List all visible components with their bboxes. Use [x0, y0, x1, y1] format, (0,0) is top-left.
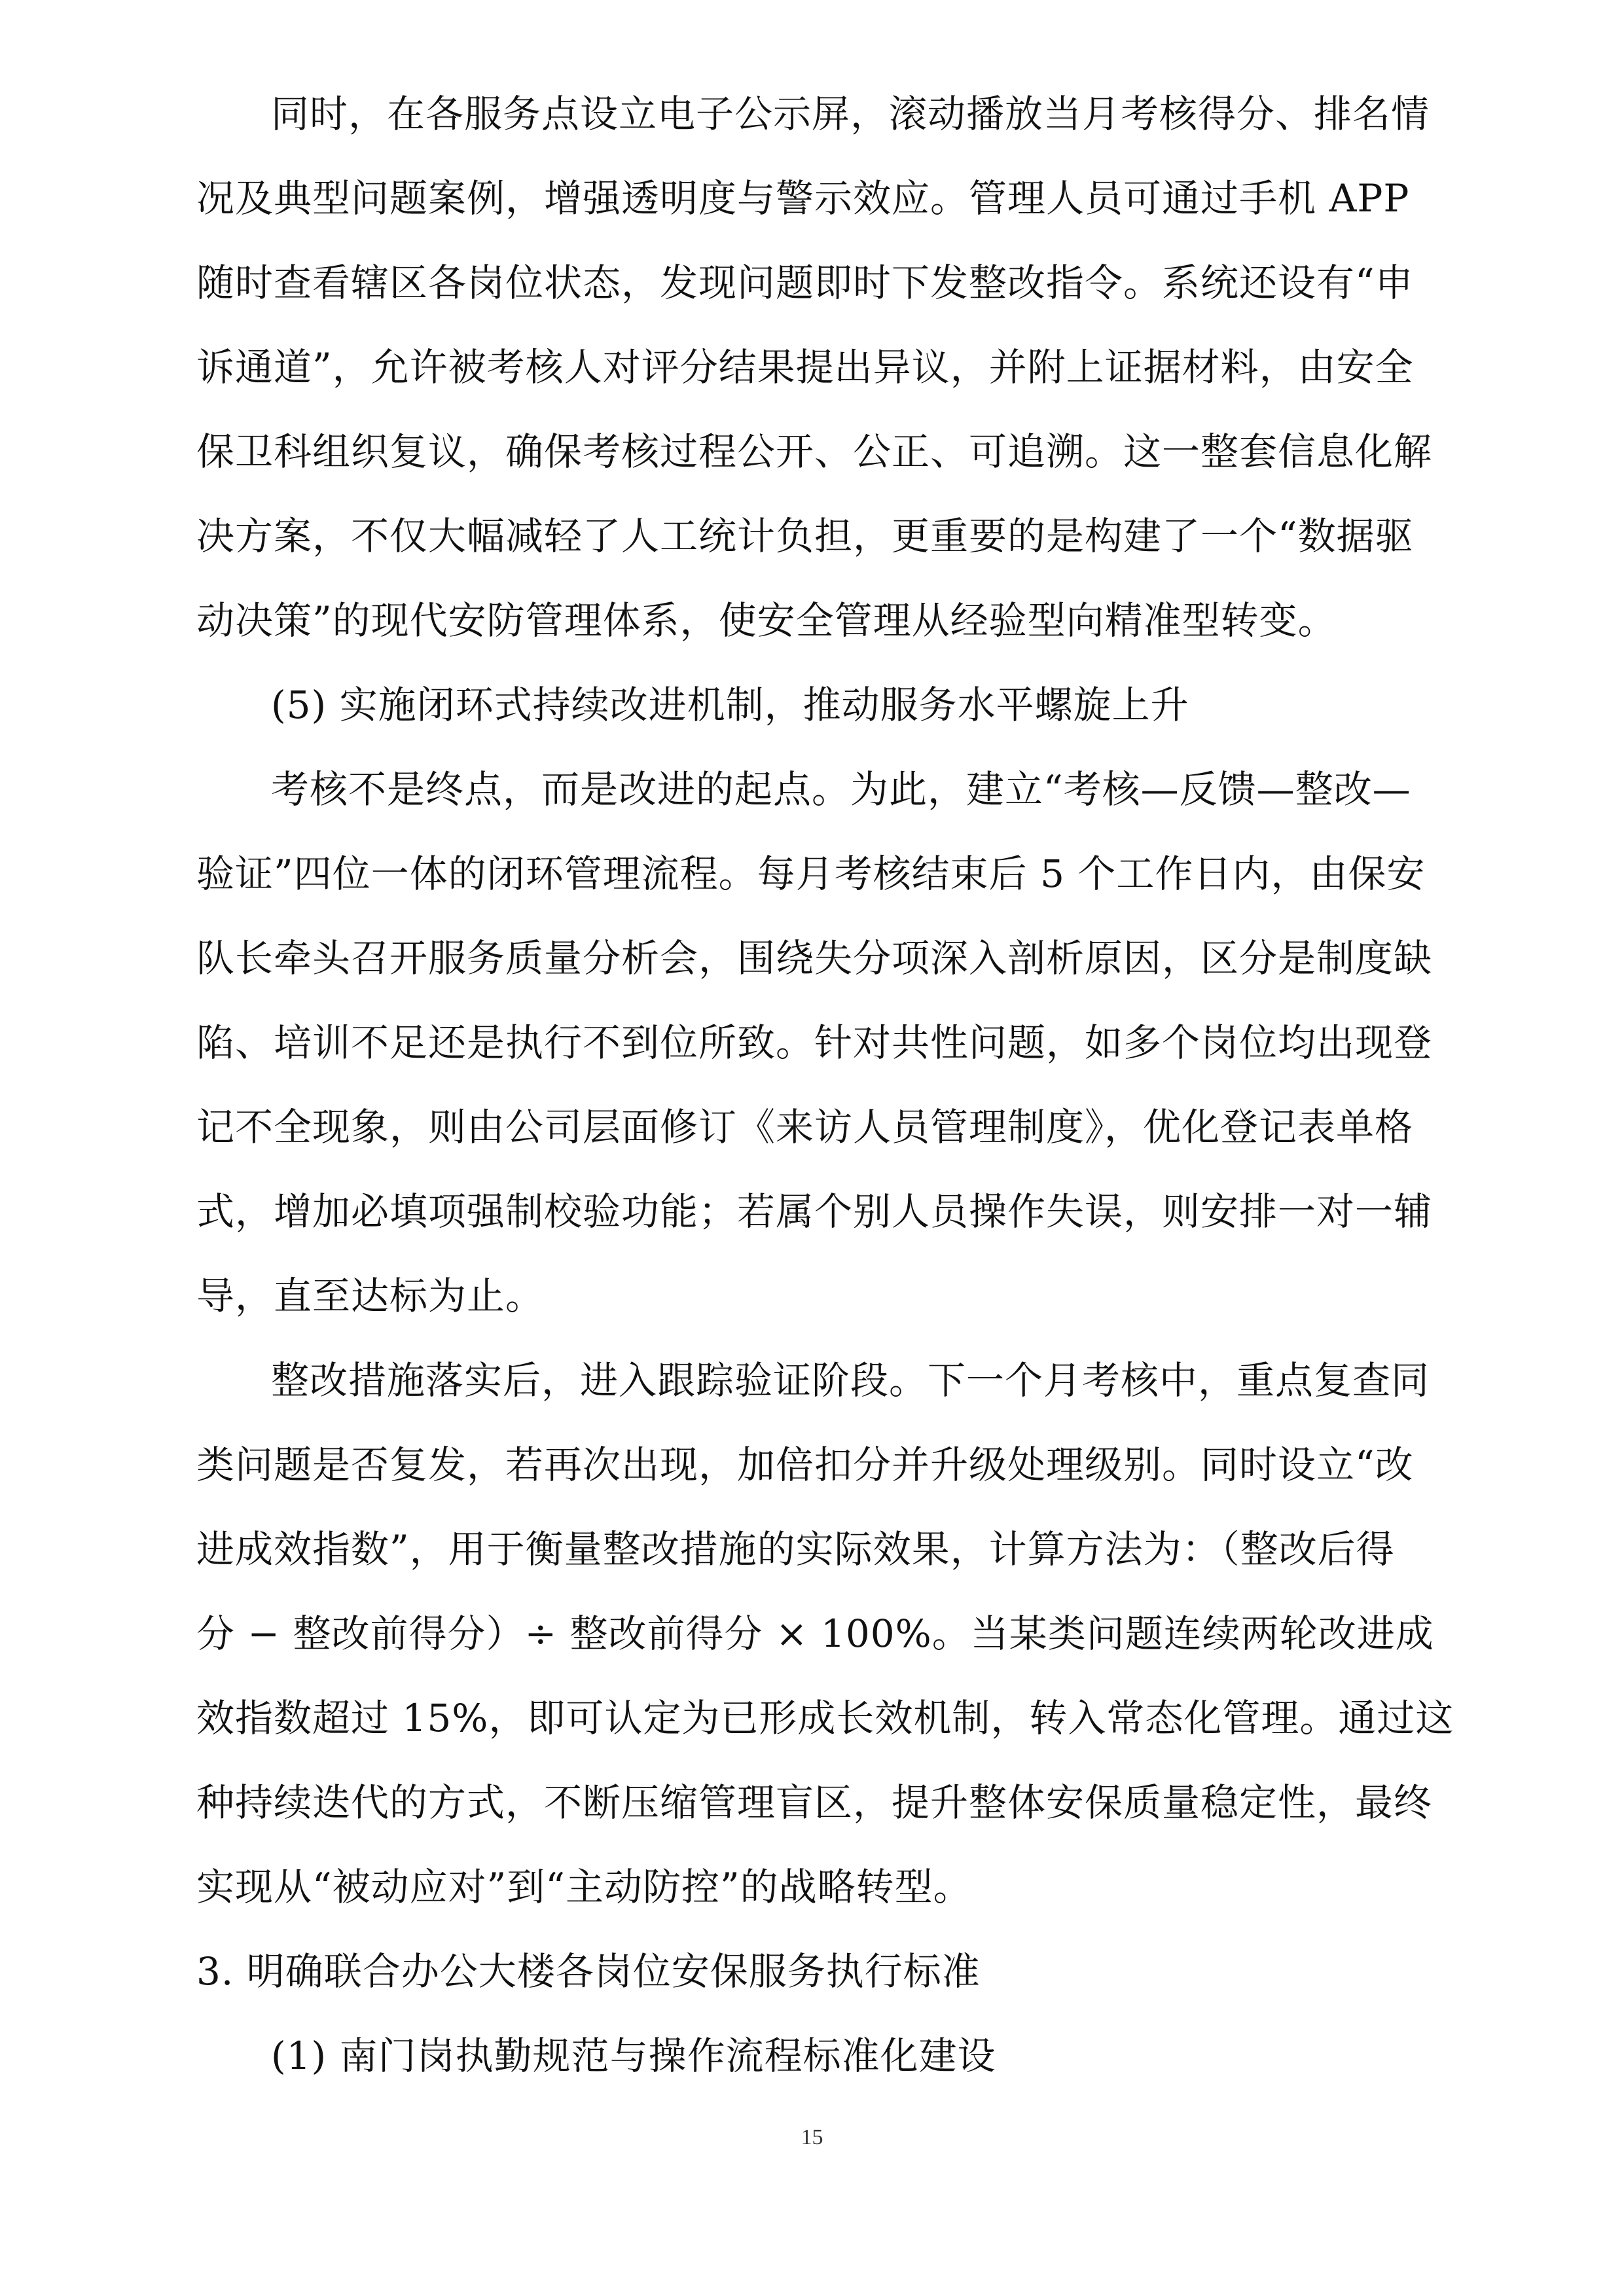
body-text-line: 进成效指数”，用于衡量整改措施的实际效果，计算方法为：（整改后得 — [196, 1527, 1395, 1571]
body-text-line: 类问题是否复发，若再次出现，加倍扣分并升级处理级别。同时设立“改 — [196, 1443, 1414, 1487]
body-text-line: 队长牵头召开服务质量分析会，围绕失分项深入剖析原因，区分是制度缺 — [196, 936, 1433, 980]
body-text-line: 动决策”的现代安防管理体系，使安全管理从经验型向精准型转变。 — [196, 598, 1337, 643]
body-text-line: 诉通道”，允许被考核人对评分结果提出异议，并附上证据材料，由安全 — [196, 345, 1414, 389]
body-text-line: 效指数超过 15%，即可认定为已形成长效机制，转入常态化管理。通过这 — [196, 1696, 1454, 1740]
body-text-line: 导，直至达标为止。 — [196, 1274, 545, 1318]
body-text-line: 种持续迭代的方式，不断压缩管理盲区，提升整体安保质量稳定性，最终 — [196, 1780, 1433, 1825]
subsection-heading: (1) 南门岗执勤规范与操作流程标准化建设 — [271, 2034, 996, 2078]
body-text-line: 分 − 整改前得分）÷ 整改前得分 × 100%。当某类问题连续两轮改进成 — [196, 1611, 1434, 1656]
page-number: 15 — [801, 2125, 823, 2149]
body-text-line: 整改措施落实后，进入跟踪验证阶段。下一个月考核中，重点复查同 — [271, 1358, 1430, 1403]
body-text-line: 式，增加必填项强制校验功能；若属个别人员操作失误，则安排一对一辅 — [196, 1189, 1433, 1234]
body-text-line: 况及典型问题案例，增强透明度与警示效应。管理人员可通过手机 APP — [196, 176, 1410, 221]
section-heading: 3. 明确联合办公大楼各岗位安保服务执行标准 — [196, 1949, 981, 1994]
body-text-line: 记不全现象，则由公司层面修订《来访人员管理制度》，优化登记表单格 — [196, 1105, 1414, 1149]
body-text-line: 决方案，不仅大幅减轻了人工统计负担，更重要的是构建了一个“数据驱 — [196, 514, 1414, 558]
body-text-line: 陷、培训不足还是执行不到位所致。针对共性问题，如多个岗位均出现登 — [196, 1020, 1433, 1065]
body-text-line: 随时查看辖区各岗位状态，发现问题即时下发整改指令。系统还设有“申 — [196, 260, 1414, 305]
body-text-line: 保卫科组织复议，确保考核过程公开、公正、可追溯。这一整套信息化解 — [196, 429, 1433, 474]
body-text-line: 同时，在各服务点设立电子公示屏，滚动播放当月考核得分、排名情 — [271, 92, 1430, 136]
body-text-line: 考核不是终点，而是改进的起点。为此，建立“考核—反馈—整改— — [271, 767, 1411, 812]
section-heading: (5) 实施闭环式持续改进机制，推动服务水平螺旋上升 — [271, 683, 1189, 727]
body-text-line: 验证”四位一体的闭环管理流程。每月考核结束后 5 个工作日内，由保安 — [196, 852, 1426, 896]
body-text-line: 实现从“被动应对”到“主动防控”的战略转型。 — [196, 1865, 972, 1909]
